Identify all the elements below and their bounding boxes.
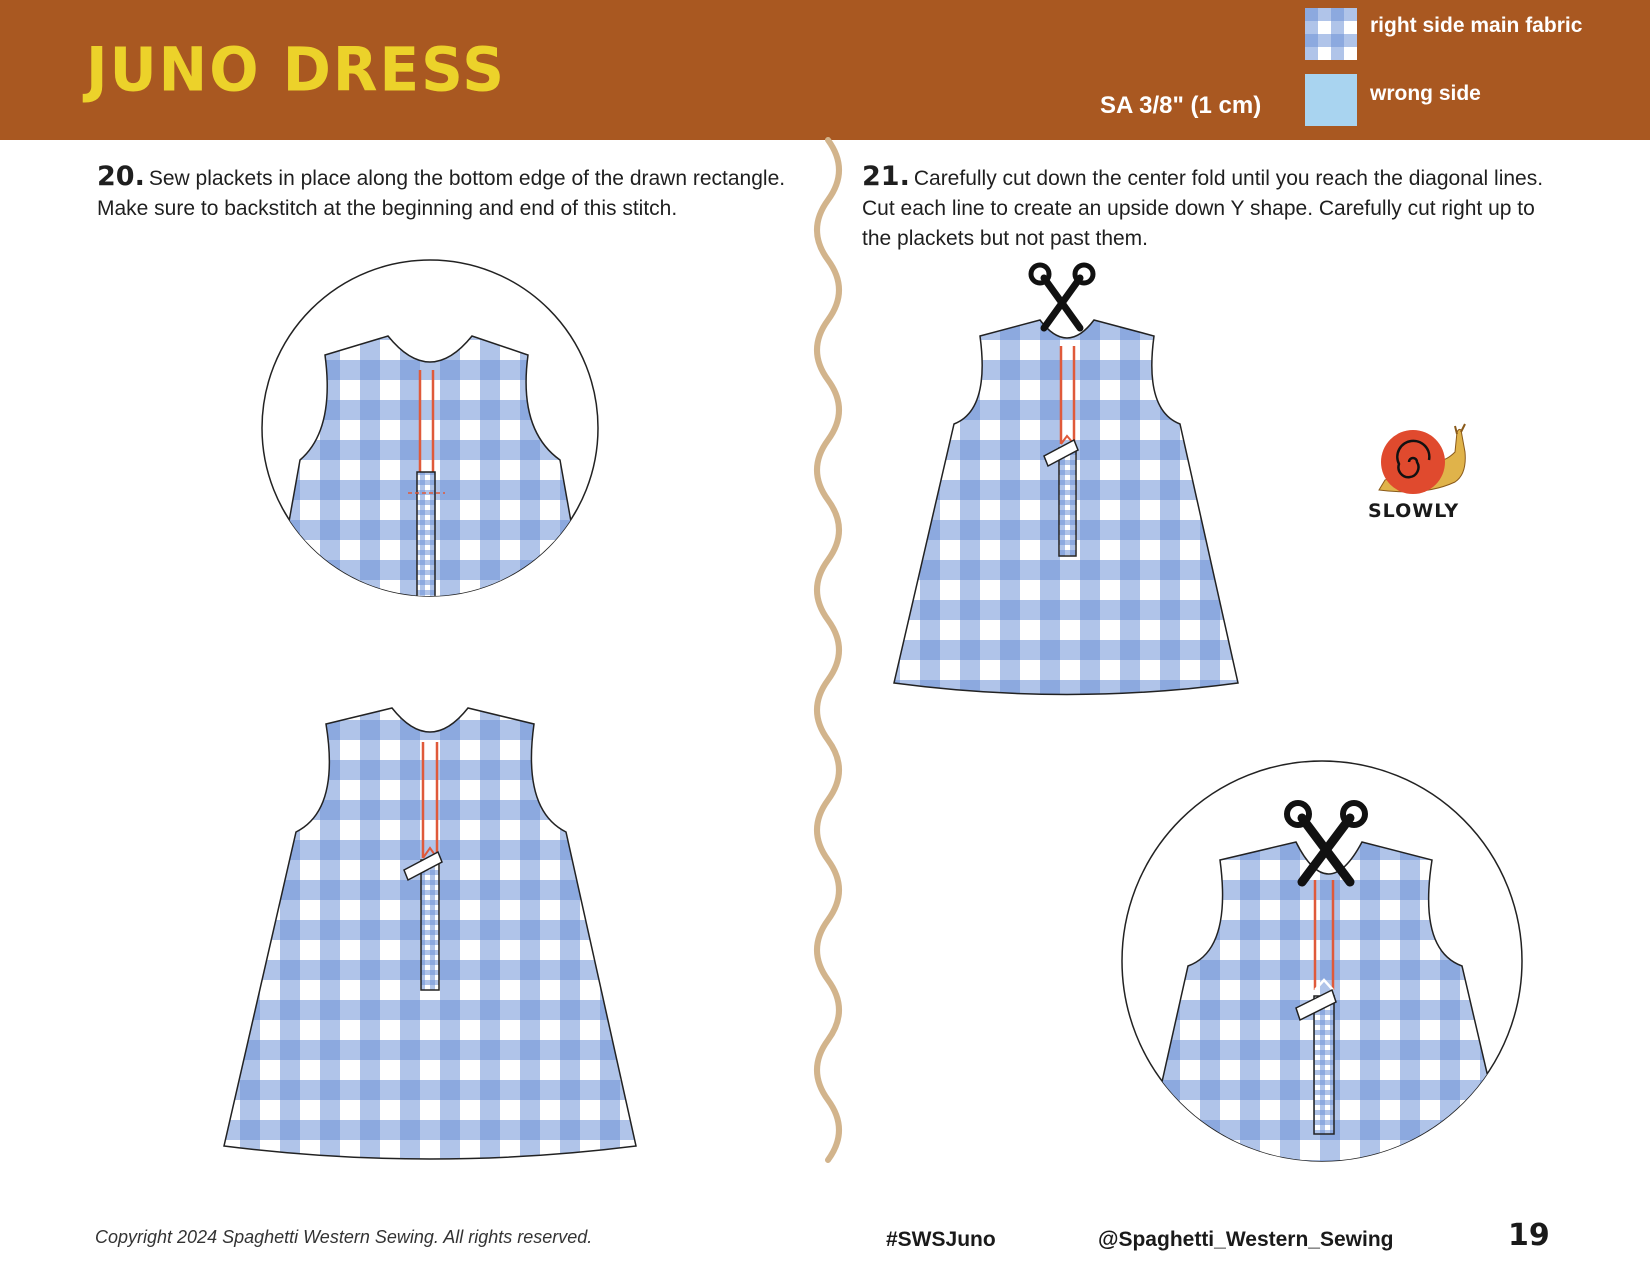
legend-label-right-side: right side main fabric (1370, 14, 1583, 37)
step-20-line1: Sew plackets in place along the bottom edge of the drawn rectangle. (148, 167, 786, 190)
step-21-number: 21. (862, 161, 910, 192)
wavy-divider (817, 140, 839, 1160)
snail-icon (1379, 424, 1465, 494)
seam-allowance: SA 3/8" (1 cm) (1100, 92, 1262, 119)
step-21-line2: Cut each line to create an upside down Y shape. Carefully cut right up to (862, 197, 1535, 220)
legend-label-wrong-side: wrong side (1370, 82, 1481, 105)
footer-handle: @Spaghetti_Western_Sewing (1098, 1228, 1394, 1251)
step-21-dress (894, 320, 1238, 695)
step-20-number: 20. (97, 161, 145, 192)
footer-hashtag: #SWSJuno (886, 1228, 996, 1251)
step-20-line2: Make sure to backstitch at the beginning and end of this stitch. (97, 197, 678, 220)
page-title: JUNO DRESS (86, 34, 507, 106)
step-21-zoom-circle (1122, 761, 1522, 1180)
snail-caption: SLOWLY (1368, 500, 1460, 522)
page-number: 19 (1508, 1218, 1550, 1253)
step-20-dress (224, 708, 636, 1159)
step-20-zoom-circle (262, 260, 598, 602)
footer-copyright: Copyright 2024 Spaghetti Western Sewing. All rights reserved. (95, 1227, 593, 1247)
step-21-line3: the plackets but not past them. (862, 227, 1149, 250)
step-21-line1: Carefully cut down the center fold until you reach the diagonal lines. (913, 167, 1544, 190)
scissors-icon (1031, 265, 1093, 328)
